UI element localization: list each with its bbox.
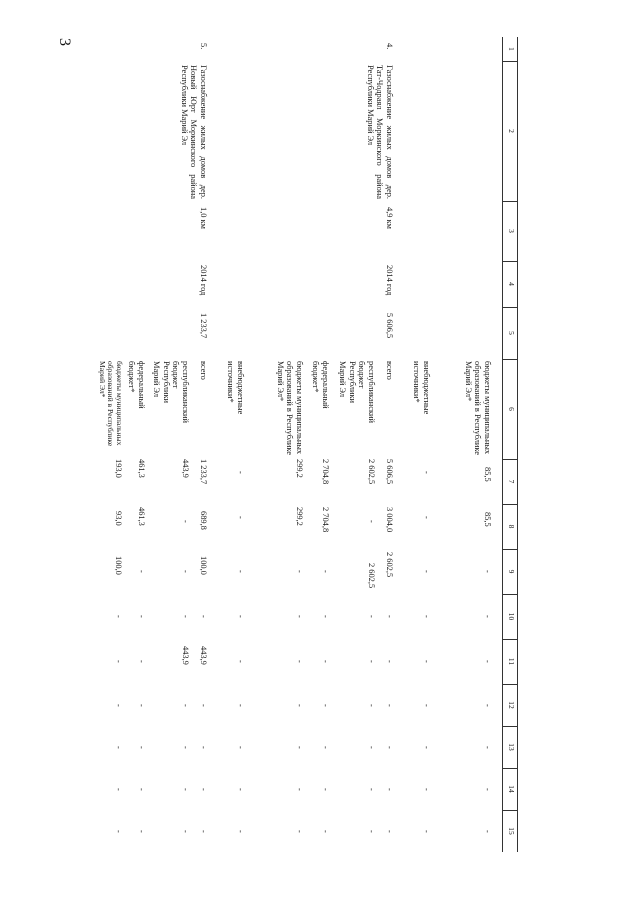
value-col-11: - [367,660,376,663]
value-col-14: - [236,788,245,791]
value-col-11: - [321,660,330,663]
value-col-13: - [295,746,304,749]
value-col-10: - [236,615,245,618]
value-col-10: - [321,615,330,618]
value-col-12: - [321,704,330,707]
funding-source: всего [385,361,394,380]
value-col-12: - [295,704,304,707]
value-col-14: - [422,788,431,791]
header-col-9: 9 [507,569,516,574]
value-col-7: 85,5 [483,467,492,482]
header-col-1: 1 [507,47,516,51]
entry-number: 5. [199,43,208,50]
funding-source: внебюджетные источники* [412,361,431,415]
header-col-5: 5 [507,331,516,335]
value-col-7: 1 233,7 [199,459,208,485]
page-number: 3 [56,38,73,46]
value-col-15: - [236,830,245,833]
value-col-11: - [295,660,304,663]
object-year: 2014 год [385,265,394,296]
header-col-6: 6 [507,407,516,411]
funding-source: бюджеты муниципальных образований в Республике Марий Эл* [275,361,304,455]
value-col-10: - [385,615,394,618]
value-col-11: 443,9 [199,646,208,665]
value-col-7: 299,2 [295,459,304,478]
value-col-9: 2 602,5 [385,552,394,578]
funding-source: внебюджетные источники* [226,361,245,415]
header-col-14: 14 [507,785,516,793]
object-length: 1,0 км [199,207,208,229]
value-col-7: - [236,471,245,474]
value-col-9: - [422,570,431,573]
value-col-15: - [422,830,431,833]
value-col-7: 5 606,5 [385,459,394,485]
object-cost: 1 233,7 [199,313,208,339]
value-col-15: - [181,830,190,833]
value-col-7: 2 704,8 [321,459,330,485]
value-col-8: 461,3 [137,507,146,526]
header-col-2: 2 [507,129,516,133]
value-col-7: - [422,471,431,474]
value-col-8: 93,0 [114,511,123,526]
value-col-8: 299,2 [295,507,304,526]
value-col-11: - [385,660,394,663]
funding-source: республиканский бюджет Республики Марий Эл [338,361,376,423]
value-col-13: - [236,746,245,749]
header-col-7: 7 [507,479,516,484]
funding-table [97,37,518,852]
value-col-10: - [199,615,208,618]
value-col-11: - [236,660,245,663]
funding-source: федеральный бюджет* [127,361,146,409]
value-col-12: - [236,704,245,707]
value-col-12: - [422,704,431,707]
value-col-14: - [181,788,190,791]
funding-source: республиканский бюджет Республики Марий Эл [152,361,190,423]
object-name: Газоснабжение жилых домов дер. Новый Юрт Моркинского района Республики Марий Эл [179,65,208,199]
header-col-3: 3 [507,229,516,233]
value-col-15: - [199,830,208,833]
value-col-13: - [181,746,190,749]
value-col-11: - [114,660,123,663]
value-col-12: - [181,704,190,707]
value-col-9: - [137,570,146,573]
value-col-8: 3 004,0 [385,507,394,533]
value-col-11: 443,9 [181,646,190,665]
value-col-8: - [367,520,376,523]
value-col-11: - [422,660,431,663]
value-col-8: - [181,520,190,523]
value-col-10: - [181,615,190,618]
value-col-12: - [367,704,376,707]
table-header-row [502,37,518,852]
value-col-7: 2 602,5 [367,459,376,485]
header-col-13: 13 [507,743,516,751]
value-col-13: - [114,746,123,749]
value-col-10: - [367,615,376,618]
object-cost: 5 606,5 [385,313,394,339]
object-name: Газоснабжение жилых домов дер. Тат-Чодраял Моркинского района Республики Марий Эл [365,65,394,199]
value-col-13: - [321,746,330,749]
value-col-9: 100,0 [199,556,208,575]
value-col-8: 689,8 [199,511,208,530]
value-col-14: - [199,788,208,791]
value-col-14: - [321,788,330,791]
value-col-7: 193,0 [114,459,123,478]
value-col-15: - [114,830,123,833]
header-col-12: 12 [507,701,516,709]
funding-source: бюджеты муниципальных образований в Республике Марий Эл* [97,361,124,447]
value-col-13: - [385,746,394,749]
value-col-10: - [295,615,304,618]
header-col-11: 11 [507,657,516,666]
value-col-14: - [137,788,146,791]
value-col-14: - [367,788,376,791]
value-col-13: - [483,746,492,749]
value-col-9: - [321,570,330,573]
value-col-8: - [236,516,245,519]
value-col-11: - [483,660,492,663]
value-col-9: - [483,570,492,573]
value-col-15: - [483,830,492,833]
value-col-10: - [422,615,431,618]
header-col-10: 10 [507,612,516,621]
value-col-7: 461,3 [137,459,146,478]
value-col-10: - [483,615,492,618]
value-col-8: - [422,516,431,519]
value-col-13: - [422,746,431,749]
value-col-12: - [137,704,146,707]
entry-number: 4. [385,43,394,50]
object-year: 2014 год [199,265,208,296]
value-col-9: 100,0 [114,556,123,575]
funding-source: всего [199,361,208,380]
object-length: 4,9 км [385,207,394,229]
value-col-9: - [181,570,190,573]
value-col-11: - [137,660,146,663]
value-col-12: - [199,704,208,707]
value-col-13: - [199,746,208,749]
header-col-15: 15 [507,827,516,835]
value-col-14: - [483,788,492,791]
value-col-15: - [295,830,304,833]
value-col-10: - [137,615,146,618]
header-col-8: 8 [507,524,516,529]
value-col-15: - [385,830,394,833]
value-col-8: 85,5 [483,512,492,527]
value-col-15: - [321,830,330,833]
value-col-9: - [236,570,245,573]
value-col-15: - [137,830,146,833]
value-col-14: - [114,788,123,791]
funding-source: федеральный бюджет* [311,361,330,409]
value-col-10: - [114,615,123,618]
value-col-12: - [385,704,394,707]
value-col-13: - [367,746,376,749]
value-col-8: 2 704,8 [321,507,330,533]
funding-source: бюджеты муниципальных образований в Республике Марий Эл* [463,361,492,455]
value-col-9: - [295,570,304,573]
value-col-9: 2 602,5 [367,563,376,589]
value-col-7: 443,9 [181,459,190,478]
value-col-13: - [137,746,146,749]
value-col-14: - [385,788,394,791]
value-col-12: - [114,704,123,707]
value-col-12: - [483,704,492,707]
header-col-4: 4 [507,282,516,286]
value-col-15: - [367,830,376,833]
value-col-14: - [295,788,304,791]
